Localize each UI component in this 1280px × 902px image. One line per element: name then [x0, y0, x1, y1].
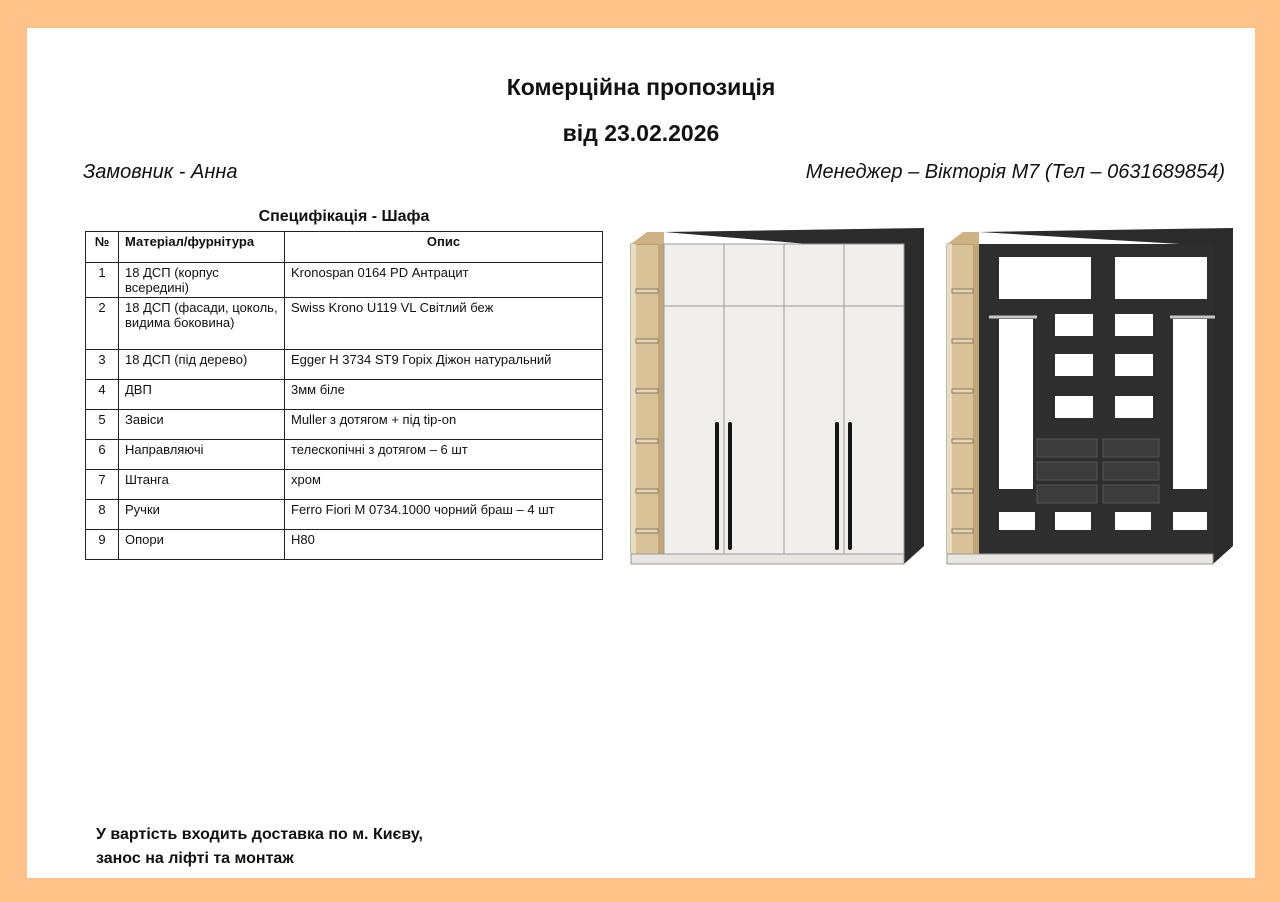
table-row	[86, 470, 603, 500]
row-description: Swiss Krono U119 VL Світлий беж	[285, 298, 603, 350]
row-num: 3	[86, 350, 119, 380]
table-row	[86, 380, 603, 410]
row-description: 3мм біле	[285, 380, 603, 410]
wardrobe-open-view	[947, 228, 1233, 564]
row-material: 18 ДСП (фасади, цоколь, видима боковина)	[119, 298, 285, 350]
spec-table	[85, 231, 603, 560]
table-row	[86, 500, 603, 530]
row-num: 1	[86, 263, 119, 298]
row-material: 18 ДСП (корпус всередині)	[119, 263, 285, 298]
wardrobe-drawings	[627, 224, 1237, 574]
row-description: хром	[285, 470, 603, 500]
row-material: Направляючі	[119, 440, 285, 470]
row-num: 9	[86, 530, 119, 560]
row-material: 18 ДСП (під дерево)	[119, 350, 285, 380]
col-header-material: Матеріал/фурнітура	[119, 232, 285, 263]
row-description: H80	[285, 530, 603, 560]
row-material: Опори	[119, 530, 285, 560]
row-material: Штанга	[119, 470, 285, 500]
row-description: Egger H 3734 ST9 Горіх Діжон натуральний	[285, 350, 603, 380]
manager-contact: Менеджер – Вікторія М7 (Тел – 0631689854)	[805, 161, 1225, 183]
row-material: ДВП	[119, 380, 285, 410]
row-num: 4	[86, 380, 119, 410]
table-row	[86, 530, 603, 560]
wardrobe-closed-view	[631, 228, 924, 564]
footer-line-1: У вартість входить доставка по м. Києву,	[96, 826, 423, 843]
row-num: 5	[86, 410, 119, 440]
footer-line-2: занос на ліфті та монтаж	[96, 850, 294, 867]
row-description: Muller з дотягом + під tip-on	[285, 410, 603, 440]
row-num: 2	[86, 298, 119, 350]
row-num: 8	[86, 500, 119, 530]
table-row	[86, 350, 603, 380]
spec-title: Специфікація - Шафа	[258, 208, 430, 225]
row-material: Завіси	[119, 410, 285, 440]
table-row	[86, 410, 603, 440]
row-num: 7	[86, 470, 119, 500]
customer-name: Замовник - Анна	[83, 161, 238, 183]
row-description: Kronospan 0164 PD Антрацит	[285, 263, 603, 298]
col-header-description: Опис	[285, 232, 603, 263]
row-material: Ручки	[119, 500, 285, 530]
document-title: Комерційна пропозиція	[506, 74, 776, 100]
row-num: 6	[86, 440, 119, 470]
wardrobe-drawings-svg	[627, 224, 1237, 569]
table-row	[86, 263, 603, 298]
footer-note	[96, 823, 423, 871]
table-row	[86, 440, 603, 470]
document-sheet	[27, 28, 1255, 878]
row-description: Ferro Fiori M 0734.1000 чорний браш – 4 шт	[285, 500, 603, 530]
row-description: телескопічні з дотягом – 6 шт	[285, 440, 603, 470]
table-row	[86, 298, 603, 350]
col-header-num: №	[86, 232, 119, 263]
spec-header-row	[86, 232, 603, 263]
document-date: від 23.02.2026	[562, 120, 720, 146]
